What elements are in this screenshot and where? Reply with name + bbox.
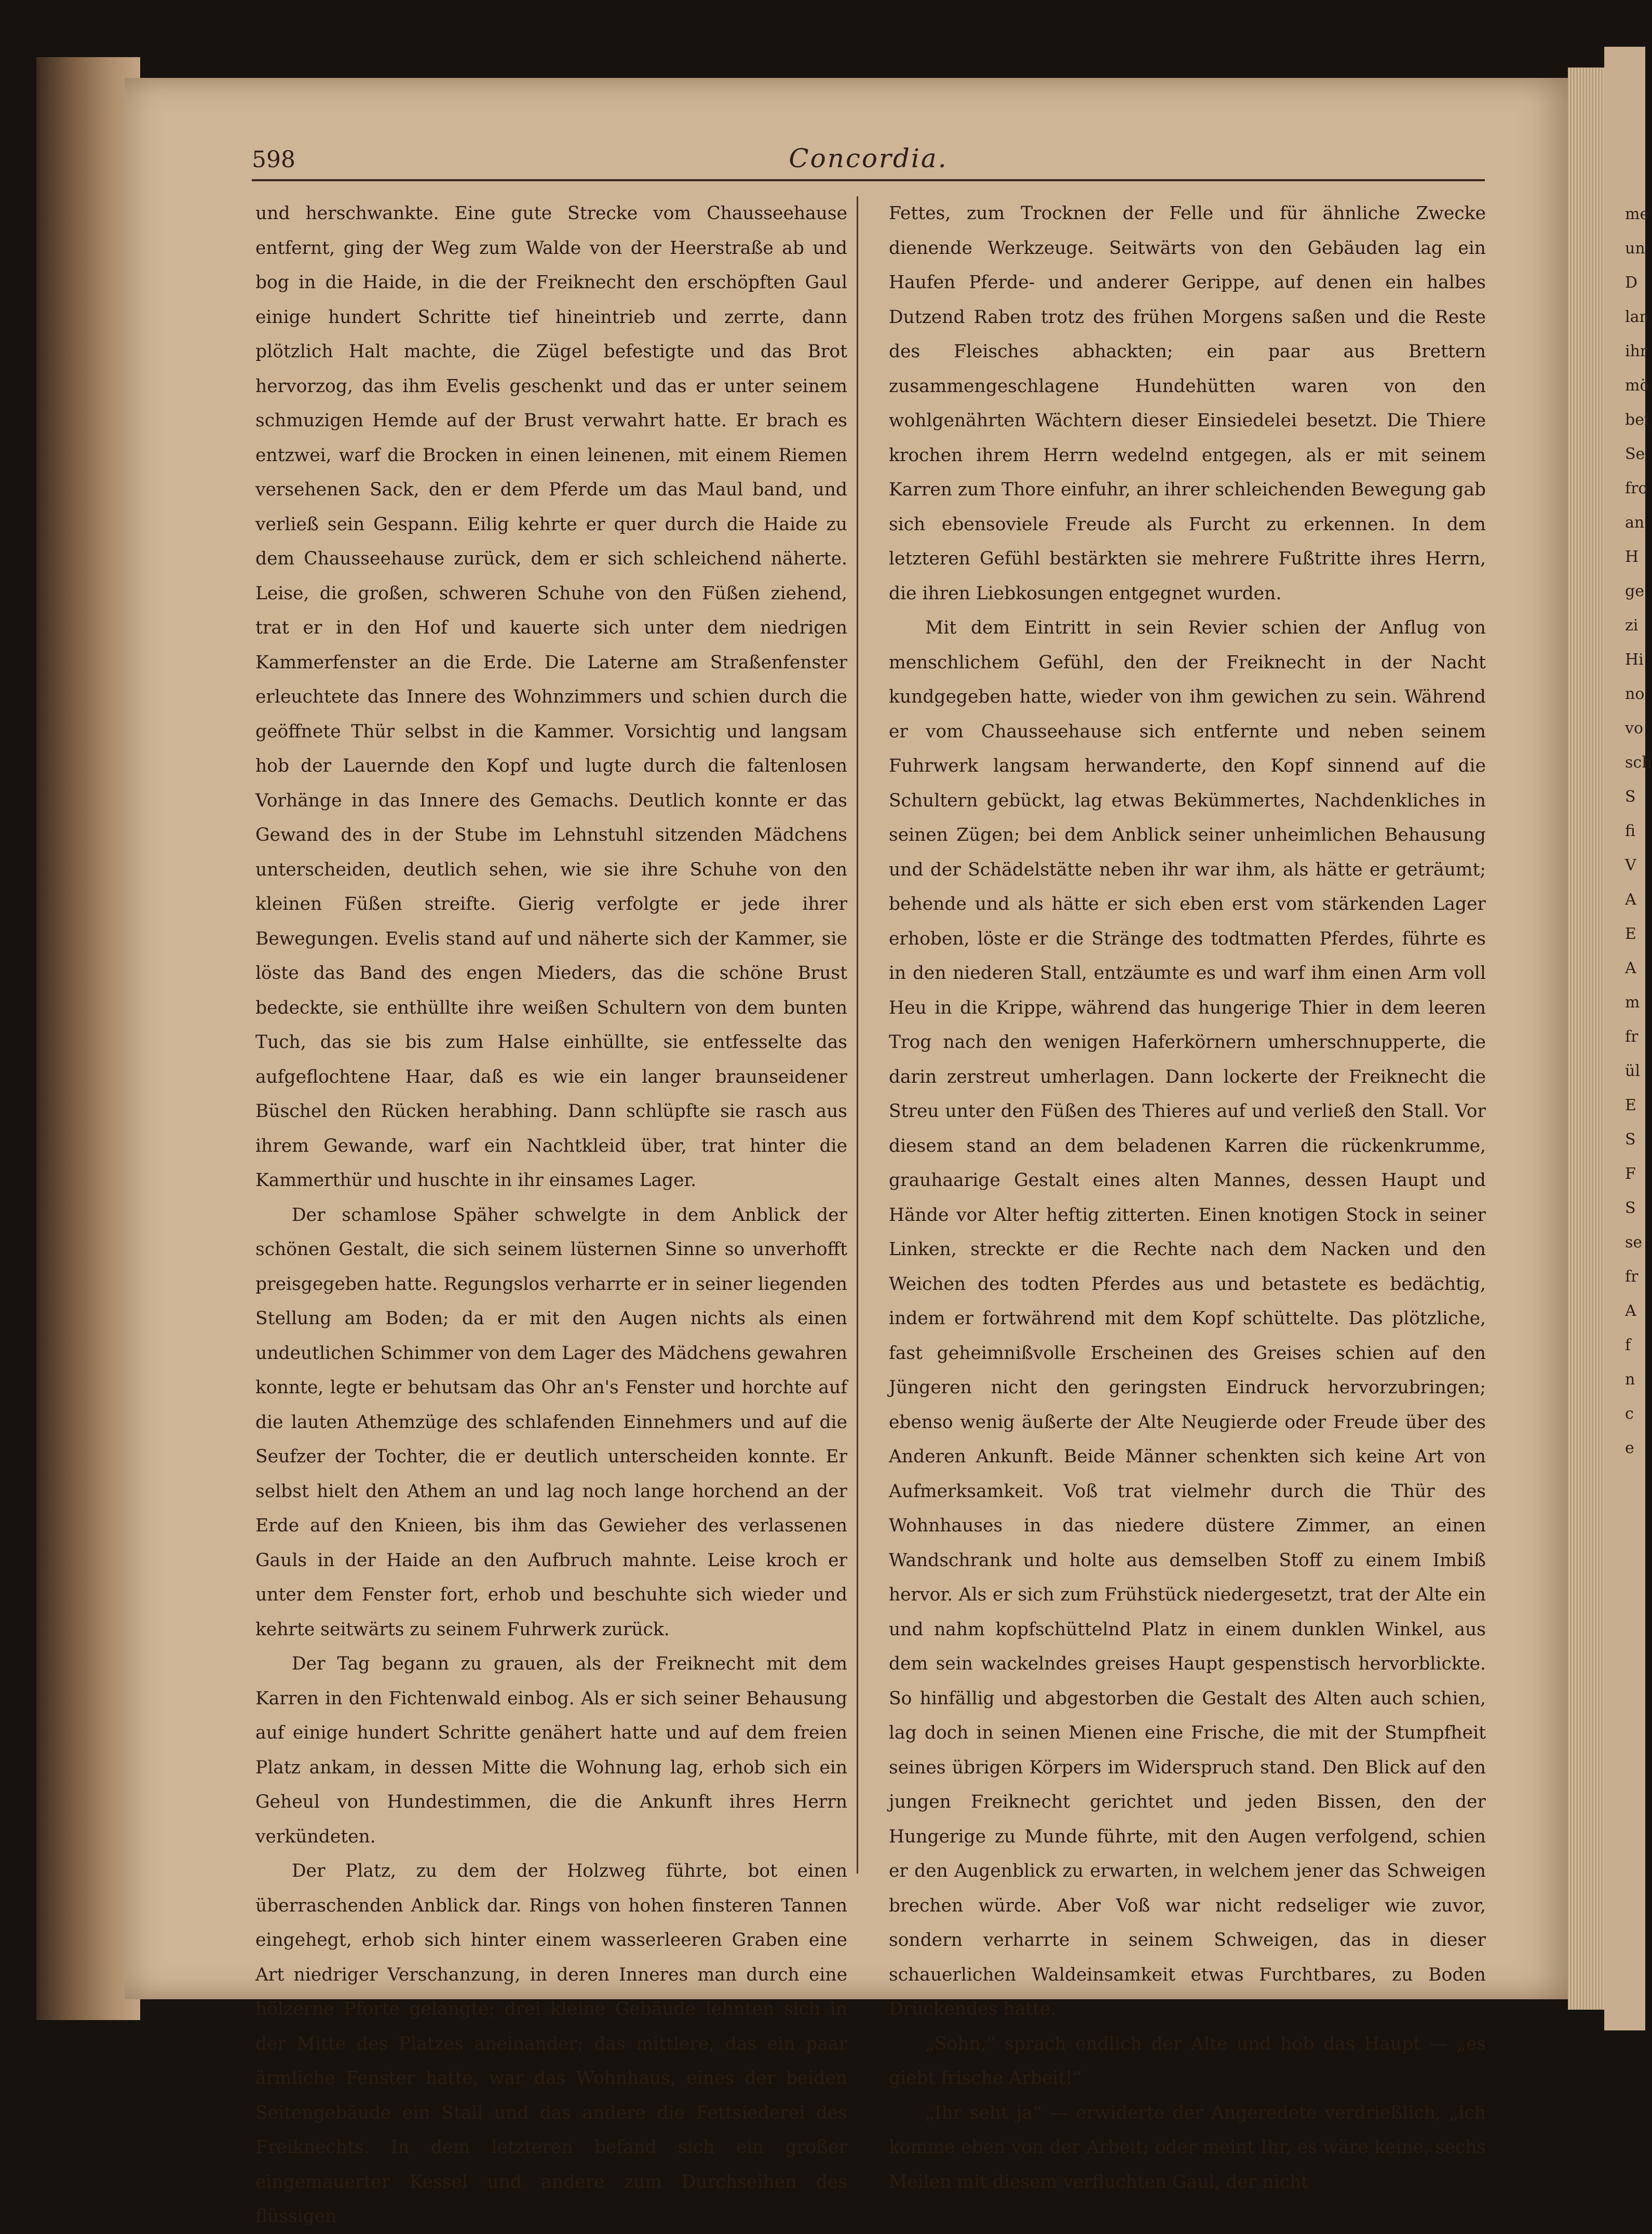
paragraph: Der schamlose Späher schwelgte in dem Anblick der schönen Gestalt, die sich seinem lüsternen Sinne so unverhofft preisgegeben hatte. Regungslos verharrte er in seiner liegenden Stellung am Boden; da er mit den Augen nichts als einen undeutlichen Schimmer von dem Lager des Mädchens gewahren konnte, legte er behutsam das Ohr an's Fenster und horchte auf die lauten Athemzüge des schlafenden Einnehmers und auf die Seufzer der Tochter, die er deutlich unterscheiden konnte. Er selbst hielt den Athem an und lag noch lange horchend an der Erde auf den Knieen, bis ihm das Gewieher des verlassenen Gauls in der Haide an den Aufbruch mahnte. Leise kroch er unter dem Fenster fort, erhob und beschuhte sich wieder und kehrte seitwärts zu seinem Fuhrwerk zurück. xyxy=(255,1204,847,1640)
adjacent-page-fragment: ül xyxy=(1625,1062,1640,1080)
paragraph: Der Platz, zu dem der Holzweg führte, bot einen überraschenden Anblick dar. Rings von hohen finsteren Tannen eingehegt, erhob sich hinter einem wasserleeren Graben eine Art niedriger Verschanzung, in deren Inneres man durch eine hölzerne Pforte gelangte; drei kleine Gebäude lehnten sich in der Mitte des Platzes aneinander; das mittlere, das ein paar ärmliche Fenster hatte, war das Wohnhaus, eines der beiden Seitengebäude ein Stall und das andere die Fettsiederei des Freiknechts. In dem letzteren befand sich ein großer eingemauerter Kessel und andere zum Durchseihen des flüssigen xyxy=(255,1861,847,2227)
column-divider xyxy=(857,196,858,1874)
page-header xyxy=(252,143,1485,183)
adjacent-page-fragment: E xyxy=(1625,925,1636,943)
adjacent-page-fragment: se xyxy=(1625,1233,1643,1251)
adjacent-page-fragment: vo xyxy=(1625,719,1644,737)
adjacent-page-fragment: S xyxy=(1625,788,1636,806)
adjacent-page-fragment: D xyxy=(1625,274,1638,292)
adjacent-page-fragment: Hi xyxy=(1625,651,1644,669)
adjacent-page-fragment: V xyxy=(1625,856,1636,874)
adjacent-page-fragment: un xyxy=(1625,239,1645,258)
running-title: Concordia. xyxy=(789,143,948,173)
text-column-left xyxy=(255,196,847,2234)
adjacent-page-fragment: A xyxy=(1625,1302,1636,1320)
adjacent-page-fragment: bei xyxy=(1625,411,1649,429)
adjacent-page-fragment: me xyxy=(1625,205,1649,223)
paragraph: und herschwankte. Eine gute Strecke vom Chausseehause entfernt, ging der Weg zum Walde von der Heerstraße ab und bog in die Haide, in die der Freiknecht den erschöpften Gaul einige hundert Schritte tief hineintrieb und zerrte, dann plötzlich Halt machte, die Zügel befestigte und das Brot hervorzog, das ihm Evelis geschenkt und das er unter seinem schmuzigen Hemde auf der Brust verwahrt hatte. Er brach es entzwei, warf die Brocken in einen leinenen, mit einem Riemen versehenen Sack, den er dem Pferde um das Maul band, und verließ sein Gespann. Eilig kehrte er quer durch die Haide zu dem Chausseehause zurück, dem er sich schleichend näherte. Leise, die großen, schweren Schuhe von den Füßen ziehend, trat er in den Hof und kauerte sich unter dem niedrigen Kammerfenster an die Erde. Die Laterne am Straßenfenster erleuchtete das Innere des Wohnzimmers und schien durch die geöffnete Thür selbst in die Kammer. Vorsichtig und langsam hob der Lauernde den Kopf und lugte durch die faltenlosen Vorhänge in das Innere des Gemachs. Deutlich konnte er das Gewand des in der Stube im Lehnstuhl sitzenden Mädchens unterscheiden, deutlich sehen, wie sie ihre Schuhe von den kleinen Füßen streifte. Gierig verfolgte er jede ihrer Bewegungen. Evelis stand auf und näherte sich der Kammer, sie löste das Band des engen Mieders, das die schöne Brust bedeckte, sie enthüllte ihre weißen Schultern von dem bunten Tuch, das sie bis zum Halse einhüllte, sie entfesselte das aufgeflochtene Haar, daß es wie ein langer braunseidener Büschel den Rücken herabhing. Dann schlüpfte sie rasch aus ihrem Gewande, warf ein Nachtkleid über, trat hinter die Kammerthür und huschte in ihr einsames Lager. xyxy=(255,203,847,1191)
paragraph: Fettes, zum Trocknen der Felle und für ähnliche Zwecke dienende Werkzeuge. Seitwärts von den Gebäuden lag ein Haufen Pferde- und anderer Gerippe, auf denen ein halbes Dutzend Raben trotz des frühen Morgens saßen und die Reste des Fleisches abhackten; ein paar aus Brettern zusammengeschlagene Hundehütten waren von den wohlgenährten Wächtern dieser Einsiedelei besetzt. Die Thiere krochen ihrem Herrn wedelnd entgegen, als er mit seinem Karren zum Thore einfuhr, an ihrer schleichenden Bewegung gab sich ebensoviele Freude als Furcht zu erkennen. In dem letzteren Gefühl bestärkten sie mehrere Fußtritte ihres Herrn, die ihren Liebkosungen entgegnet wurden. xyxy=(889,203,1486,604)
adjacent-page-fragment: lan xyxy=(1625,308,1649,326)
adjacent-page-fragment: A xyxy=(1625,891,1636,909)
adjacent-page-fragment: fr xyxy=(1625,1028,1639,1046)
adjacent-page-fragment: F xyxy=(1625,1165,1636,1183)
paragraph: „Ihr seht ja“ — erwiderte der Angeredete verdrießlich, „ich komme eben von der Arbeit; oder meint Ihr, es wäre keine, sechs Meilen mit diesem verfluchten Gaul, der nicht xyxy=(889,2102,1486,2192)
adjacent-page-fragment: fr xyxy=(1625,1268,1639,1286)
adjacent-page-fragment: an xyxy=(1625,514,1645,532)
header-rule xyxy=(252,179,1485,181)
adjacent-page-fragment: S xyxy=(1625,1131,1636,1149)
adjacent-page-fragment: Se xyxy=(1625,445,1645,463)
adjacent-page-fragment: no xyxy=(1625,685,1645,703)
adjacent-page-fragment: S xyxy=(1625,1199,1636,1217)
adjacent-page-fragment: ge xyxy=(1625,582,1644,600)
adjacent-page-text xyxy=(1625,197,1652,1465)
adjacent-page-fragment: fi xyxy=(1625,822,1636,840)
adjacent-page-fragment: H xyxy=(1625,548,1639,566)
adjacent-page-fragment: n xyxy=(1625,1370,1635,1389)
adjacent-page-fragment: e xyxy=(1625,1439,1634,1457)
adjacent-page-fragment: E xyxy=(1625,1096,1636,1114)
adjacent-page-fragment: mö xyxy=(1625,376,1649,395)
adjacent-page-fragment: c xyxy=(1625,1405,1634,1423)
paragraph: „Sohn,“ sprach endlich der Alte und hob das Haupt — „es giebt frische Arbeit!“ xyxy=(889,2033,1486,2089)
adjacent-page-fragment: ihr xyxy=(1625,342,1648,360)
adjacent-page-fragment: m xyxy=(1625,993,1640,1012)
paragraph: Mit dem Eintritt in sein Revier schien der Anflug von menschlichem Gefühl, den der Freiknecht in der Nacht kundgegeben hatte, wieder von ihm gewichen zu sein. Während er vom Chausseehause sich entfernte und neben seinem Fuhrwerk langsam herwanderte, den Kopf sinnend auf die Schultern gebückt, lag etwas Bekümmertes, Nachdenkliches in seinen Zügen; bei dem Anblick seiner unheimlichen Behausung und der Schädelstätte neben ihr war ihm, als hätte er geträumt; behende und als hätte er sich eben erst vom stärkenden Lager erhoben, löste er die Stränge des todtmatten Pferdes, führte es in den niederen Stall, entzäumte es und warf ihm einen Arm voll Heu in die Krippe, während das hungerige Thier in dem leeren Trog nach den wenigen Haferkörnern umherschnupperte, die darin zerstreut umherlagen. Dann lockerte der Freiknecht die Streu unter den Füßen des Thieres auf und verließ den Stall. Vor diesem stand an dem beladenen Karren die rückenkrumme, grauhaarige Gestalt eines alten Mannes, dessen Haupt und Hände vor Alter heftig zitterten. Einen knotigen Stock in seiner Linken, streckte er die Rechte nach dem Nacken und den Weichen des todten Pferdes aus und betastete es bedächtig, indem er fortwährend mit dem Kopf schüttelte. Das plötzliche, fast geheimnißvolle Erscheinen des Greises schien auf den Jüngeren nicht den geringsten Eindruck hervorzubringen; ebenso wenig äußerte der Alte Neugierde oder Freude über des Anderen Ankunft. Beide Männer schenkten sich keine Art von Aufmerksamkeit. Voß trat vielmehr durch die Thür des Wohnhauses in das niedere düstere Zimmer, an einen Wandschrank und holte aus demselben Stoff zu einem Imbiß hervor. Als er sich zum Frühstück niedergesetzt, trat der Alte ein und nahm kopfschüttelnd Platz in einem dunklen Winkel, aus dem sein wackelndes greises Haupt gespenstisch hervorblickte. So hinfällig und abgestorben die Gestalt des Alten auch schien, lag doch in seinen Mienen eine Frische, die mit der Stumpfheit seines übrigen Körpers im Widerspruch stand. Den Blick auf den jungen Freiknecht gerichtet und jeden Bissen, den der Hungerige zu Munde führte, mit den Augen verfolgend, schien er den Augenblick zu erwarten, in welchem jener das Schweigen brechen würde. Aber Voß war nicht redseliger wie zuvor, sondern verharrte in seinem Schweigen, das in dieser schauerlichen Waldeinsamkeit etwas Furchtbares, zu Boden Drückendes hatte. xyxy=(889,617,1486,2020)
page-number: 598 xyxy=(252,146,295,173)
text-column-right xyxy=(889,196,1486,2199)
adjacent-page-fragment: A xyxy=(1625,959,1636,977)
adjacent-page-fragment: fro xyxy=(1625,479,1648,497)
adjacent-page-fragment: sch xyxy=(1625,753,1652,772)
adjacent-page-fragment: f xyxy=(1625,1336,1631,1354)
paragraph: Der Tag begann zu grauen, als der Freiknecht mit dem Karren in den Fichtenwald einbog. Als er sich seiner Behausung auf einige hundert Schritte genähert hatte und auf dem freien Platz ankam, in dessen Mitte die Wohnung lag, erhob sich ein Geheul von Hundestimmen, die die Ankunft ihres Herrn verkündeten. xyxy=(255,1653,847,1847)
adjacent-page-fragment: zi xyxy=(1625,616,1639,635)
